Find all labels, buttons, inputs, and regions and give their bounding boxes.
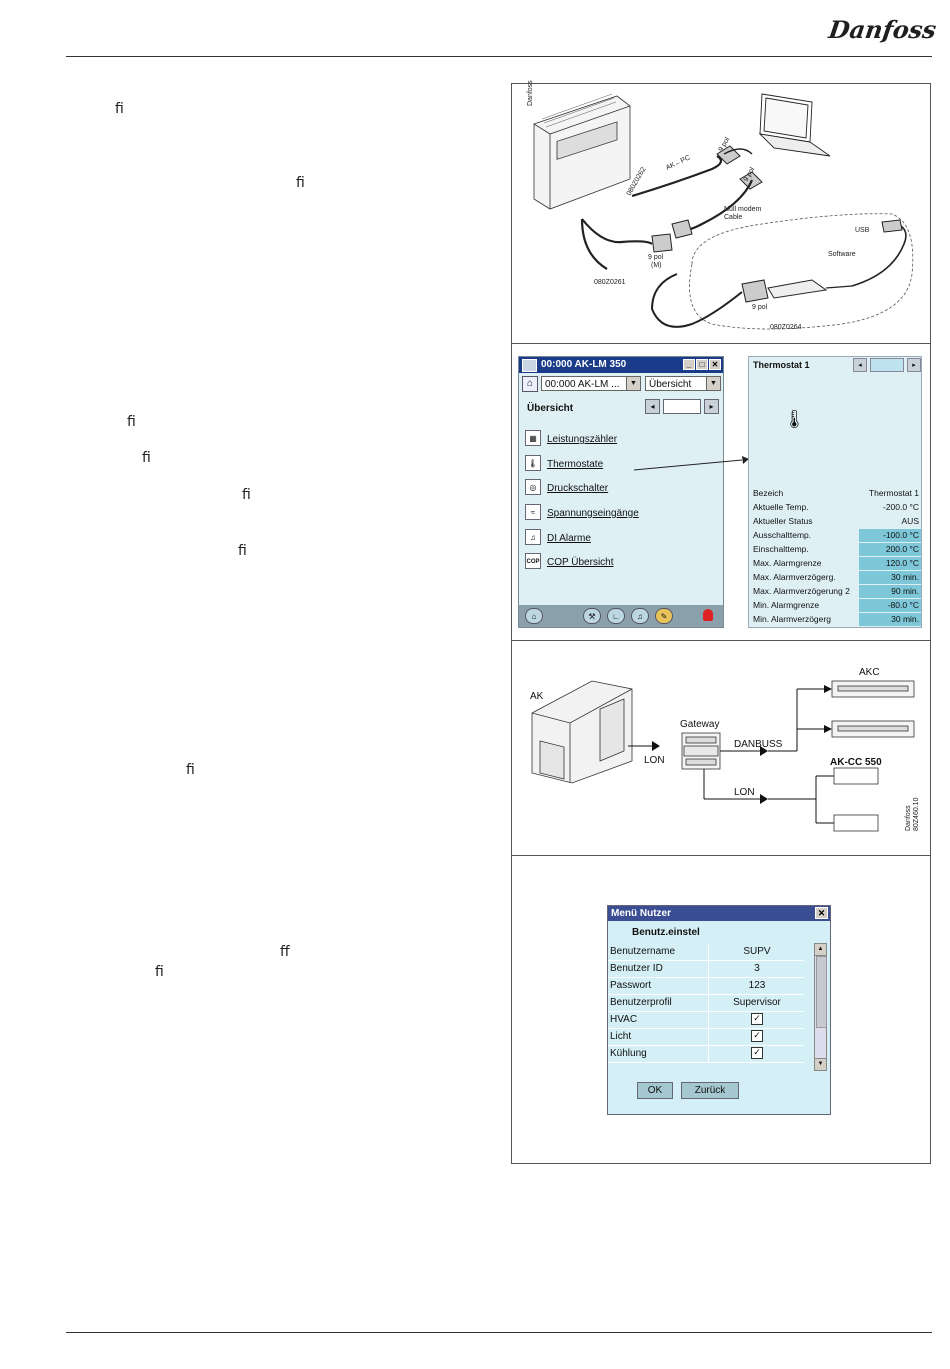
app-icon (522, 359, 537, 372)
ligature-glyph: fi (242, 487, 251, 503)
view-dropdown[interactable] (645, 376, 721, 391)
menu-item-label: Spannungseingänge (547, 508, 639, 519)
param-row[interactable]: Einschalttemp. 200.0 °C (753, 544, 919, 554)
view-dropdown-value: Übersicht (649, 379, 692, 390)
thermostat-title: Thermostat 1 (753, 360, 810, 370)
window-title: 00:000 AK-LM 350 (541, 359, 627, 370)
param-row[interactable]: Min. Alarmgrenze -80.0 °C (753, 600, 919, 610)
checkbox[interactable]: ✓ (751, 1013, 763, 1025)
page-indicator (663, 399, 701, 414)
akpc-label: AK←PC (664, 154, 692, 172)
user-row[interactable]: Benutzerprofil Supervisor (608, 994, 804, 1012)
home-icon[interactable]: ⌂ (522, 376, 538, 392)
param-row: Aktuelle Temp. -200.0 °C (753, 502, 919, 512)
svg-text:Danfoss: Danfoss (826, 15, 939, 44)
software-screens-figure (511, 343, 931, 641)
link-arrow (632, 454, 750, 474)
close-button[interactable]: ✕ (709, 359, 721, 370)
scroll-thumb[interactable] (816, 956, 827, 1028)
home-icon[interactable]: ⌂ (525, 608, 543, 624)
param-row[interactable]: Min. Alarmverzögerg 30 min. (753, 614, 919, 624)
chart-icon: ▦ (525, 430, 541, 446)
user-row[interactable]: Licht ✓ (608, 1028, 804, 1046)
section-title: Übersicht (527, 403, 574, 414)
user-row[interactable]: Passwort 123 (608, 977, 804, 995)
figure-code: Danfoss (905, 805, 912, 831)
figure-code: 80Z460.10 (913, 797, 920, 831)
lon-label: LON (734, 787, 755, 798)
graph-icon[interactable]: ∟ (607, 608, 625, 624)
user-row[interactable]: Benutzername SUPV (608, 943, 804, 961)
cable-label: 080Z0262 (625, 166, 648, 197)
ak-label: AK (530, 691, 544, 702)
lon-label: LON (644, 755, 665, 766)
scrollbar[interactable] (814, 943, 827, 1071)
user-menu-dialog (607, 905, 831, 1115)
menu-item-label: COP Übersicht (547, 557, 614, 568)
param-row[interactable]: Max. Alarmgrenze 120.0 °C (753, 558, 919, 568)
network-figure (511, 640, 931, 856)
footer-rule (66, 1332, 932, 1333)
cable-label: 080Z0264 (770, 324, 802, 331)
user-row[interactable]: Benutzer ID 3 (608, 960, 804, 978)
ligature-glyph: fi (155, 964, 164, 980)
next-icon[interactable]: ▸ (704, 399, 719, 414)
ligature-glyph: fi (142, 450, 151, 466)
ak-lm-window (518, 356, 724, 628)
maximize-button[interactable]: □ (696, 359, 708, 370)
connection-figure (511, 80, 931, 344)
chevron-down-icon: ▼ (626, 377, 640, 390)
menu-item-label: Leistungszähler (547, 434, 618, 445)
prev-icon[interactable]: ◂ (853, 358, 867, 372)
checkbox[interactable]: ✓ (751, 1047, 763, 1059)
ligature-glyph: fi (127, 414, 136, 430)
ligature-glyph: ff (280, 944, 290, 960)
thermostat-panel (748, 356, 922, 628)
ligature-glyph: fi (186, 762, 195, 778)
menu-item-label: Druckschalter (547, 483, 609, 494)
user-row[interactable]: Kühlung ✓ (608, 1045, 804, 1063)
akcc-label: AK-CC 550 (830, 757, 882, 768)
pol-m-label: (M) (651, 262, 662, 269)
page-nav (645, 399, 719, 414)
dialog-subtitle: Benutz.einstel (632, 927, 700, 938)
pol-label: 9 pol (742, 166, 757, 183)
menu-item-label: Thermostate (547, 459, 604, 470)
pol-label: 9 pol (752, 304, 768, 311)
close-icon[interactable]: ✕ (815, 907, 828, 919)
chevron-down-icon: ▼ (706, 377, 720, 390)
scroll-down-icon[interactable]: ▼ (815, 1058, 826, 1070)
user-menu-figure (511, 855, 931, 1164)
param-row[interactable]: Max. Alarmverzögerung 2 90 min. (753, 586, 919, 596)
alarm-light-icon (703, 609, 713, 621)
ok-button[interactable]: OK (637, 1082, 673, 1099)
thermometer-icon: 🌡 (783, 409, 806, 429)
thermometer-icon: 🌡 (525, 455, 541, 471)
tools-icon[interactable]: ⚒ (583, 608, 601, 624)
param-row: Aktueller Status AUS (753, 516, 919, 526)
wrench-icon[interactable]: ✎ (655, 608, 673, 624)
prev-icon[interactable]: ◂ (645, 399, 660, 414)
header-rule (66, 56, 932, 57)
cable-label: 080Z0261 (594, 279, 626, 286)
pol-label: 9 pol (717, 136, 732, 153)
svg-text:Danfoss: Danfoss (527, 80, 534, 106)
software-label: Software (828, 251, 856, 258)
alarm-icon[interactable]: ♫ (631, 608, 649, 624)
param-row: Bezeich Thermostat 1 (753, 488, 919, 498)
connection-illustration (512, 80, 930, 343)
danfoss-logo (826, 8, 939, 48)
window-titlebar (519, 357, 723, 373)
dialog-title: Menü Nutzer (611, 908, 671, 919)
usb-label: USB (855, 227, 870, 234)
bottom-toolbar (519, 605, 723, 627)
cable-text-label: Cable (724, 214, 743, 221)
user-row[interactable]: HVAC ✓ (608, 1011, 804, 1029)
null-modem-label: Null modem (724, 206, 762, 213)
akc-label: AKC (859, 667, 880, 678)
network-diagram (512, 641, 930, 855)
voltage-icon: ≈ (525, 504, 541, 520)
cop-icon: COP (525, 553, 541, 569)
back-button[interactable]: Zurück (681, 1082, 739, 1099)
device-dropdown[interactable] (541, 376, 641, 391)
bell-icon: ♫ (525, 529, 541, 545)
ligature-glyph: fi (296, 175, 305, 191)
scroll-up-icon[interactable]: ▲ (815, 944, 826, 956)
ligature-glyph: fi (115, 101, 124, 117)
thermostat-nav (853, 358, 921, 372)
minimize-button[interactable]: _ (683, 359, 695, 370)
pressure-icon: ◎ (525, 479, 541, 495)
checkbox[interactable]: ✓ (751, 1030, 763, 1042)
pol-label: 9 pol (648, 254, 664, 261)
param-row[interactable]: Ausschalttemp. -100.0 °C (753, 530, 919, 540)
next-icon[interactable]: ▸ (907, 358, 921, 372)
gateway-label: Gateway (680, 719, 720, 730)
dialog-titlebar (608, 906, 830, 921)
device-dropdown-value: 00:000 AK-LM ... (545, 379, 620, 390)
menu-item-label: DI Alarme (547, 533, 591, 544)
ligature-glyph: fi (238, 543, 247, 559)
danbuss-label: DANBUSS (734, 739, 783, 750)
param-row[interactable]: Max. Alarmverzögerg. 30 min. (753, 572, 919, 582)
page-indicator (870, 358, 904, 372)
